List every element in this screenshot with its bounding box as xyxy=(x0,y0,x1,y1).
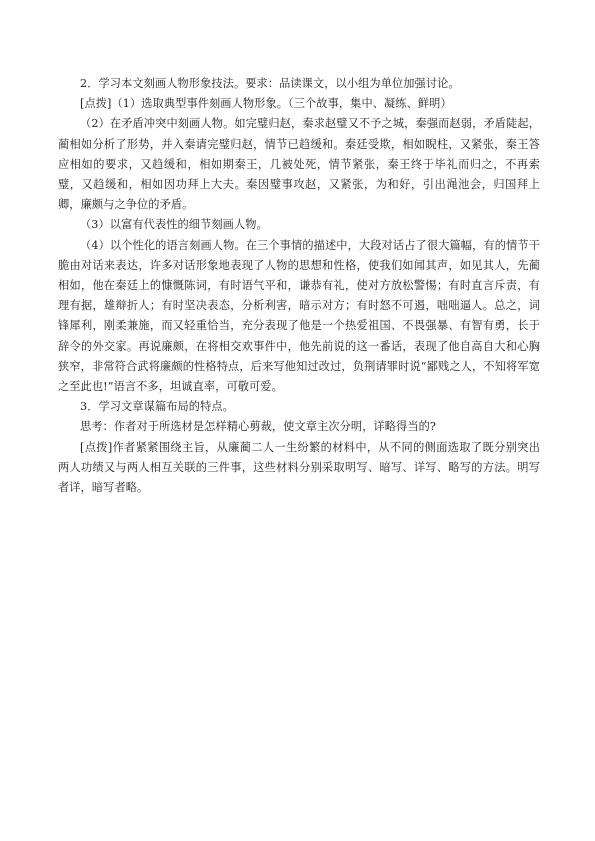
question-paragraph: 思考：作者对于所选材是怎样精心剪裁，使文章主次分明，详略得当的? xyxy=(80,420,437,434)
section-heading-2: 2．学习本文刻画人物形象技法。要求：品读课文，以小组为单位加强讨论。 xyxy=(80,77,460,90)
document-body xyxy=(58,74,540,498)
hint-paragraph-2: [点拨]作者紧紧围绕主旨，从廉蔺二人一生纷繁的材料中，从不同的侧面选取了既分别突出两人功绩又与两人相互关联的三件事，这些材料分别采取明写、暗写、详写、略写的方法。明写者详，暗写者略。 xyxy=(58,440,540,495)
paragraph-language: （4）以个性化的语言刻画人物。在三个事情的描述中，大段对话占了很大篇幅，有的情节干脆由对话来表达，许多对话形象地表现了人物的思想和性格，使我们如闻其声，如见其人，先蔺相如，他在秦廷上的慷慨陈词，有时语气平和，谦恭有礼，使对方放松警惕；有时直言斥责，有理有据，雄辩折人；有时坚决表态，分析利害，暗示对方；有时怒不可遏，咄咄逼人。总之，词锋犀利，刚柔兼施，而又轻重恰当，充分表现了他是一个热爱祖国、不畏强暴、有智有勇，长于辞令的外交家。再说廉颇，在将相交欢事件中，他先前说的这一番话，表现了他自高自大和心胸狭窄，非常符合武将廉颇的性格特点，后来写他知过改过，负荆请罪时说“鄙贱之人，不知将军宽之至此也!”语言不多，坦诚直率，可敬可爱。 xyxy=(58,238,540,394)
paragraph-conflict: （2）在矛盾冲突中刻画人物。如完璧归赵，秦求赵璧又不予之城，秦强而赵弱，矛盾陡起，蔺相如分析了形势，并入秦请完璧归赵，情节已趋缓和。秦廷受欺，相如睨柱，又紧张，秦王答应相如的要求，又趋缓和，相如期秦王，几被处死，情节紧张，秦王终于毕礼而归之，不再索璧，又趋缓和，相如因功拜上大夫。秦因璧事攻赵，又紧张，为和好，引出渑池会，归国拜上卿，廉颇与之争位的矛盾。 xyxy=(58,117,540,212)
paragraph-detail: （3）以富有代表性的细节刻画人物。 xyxy=(80,218,268,232)
section-heading-3: 3．学习文章谋篇布局的特点。 xyxy=(80,400,234,414)
hint-paragraph-1: [点拨]（1）选取典型事件刻画人物形象。（三个故事，集中、凝练、鲜明） xyxy=(80,97,452,111)
